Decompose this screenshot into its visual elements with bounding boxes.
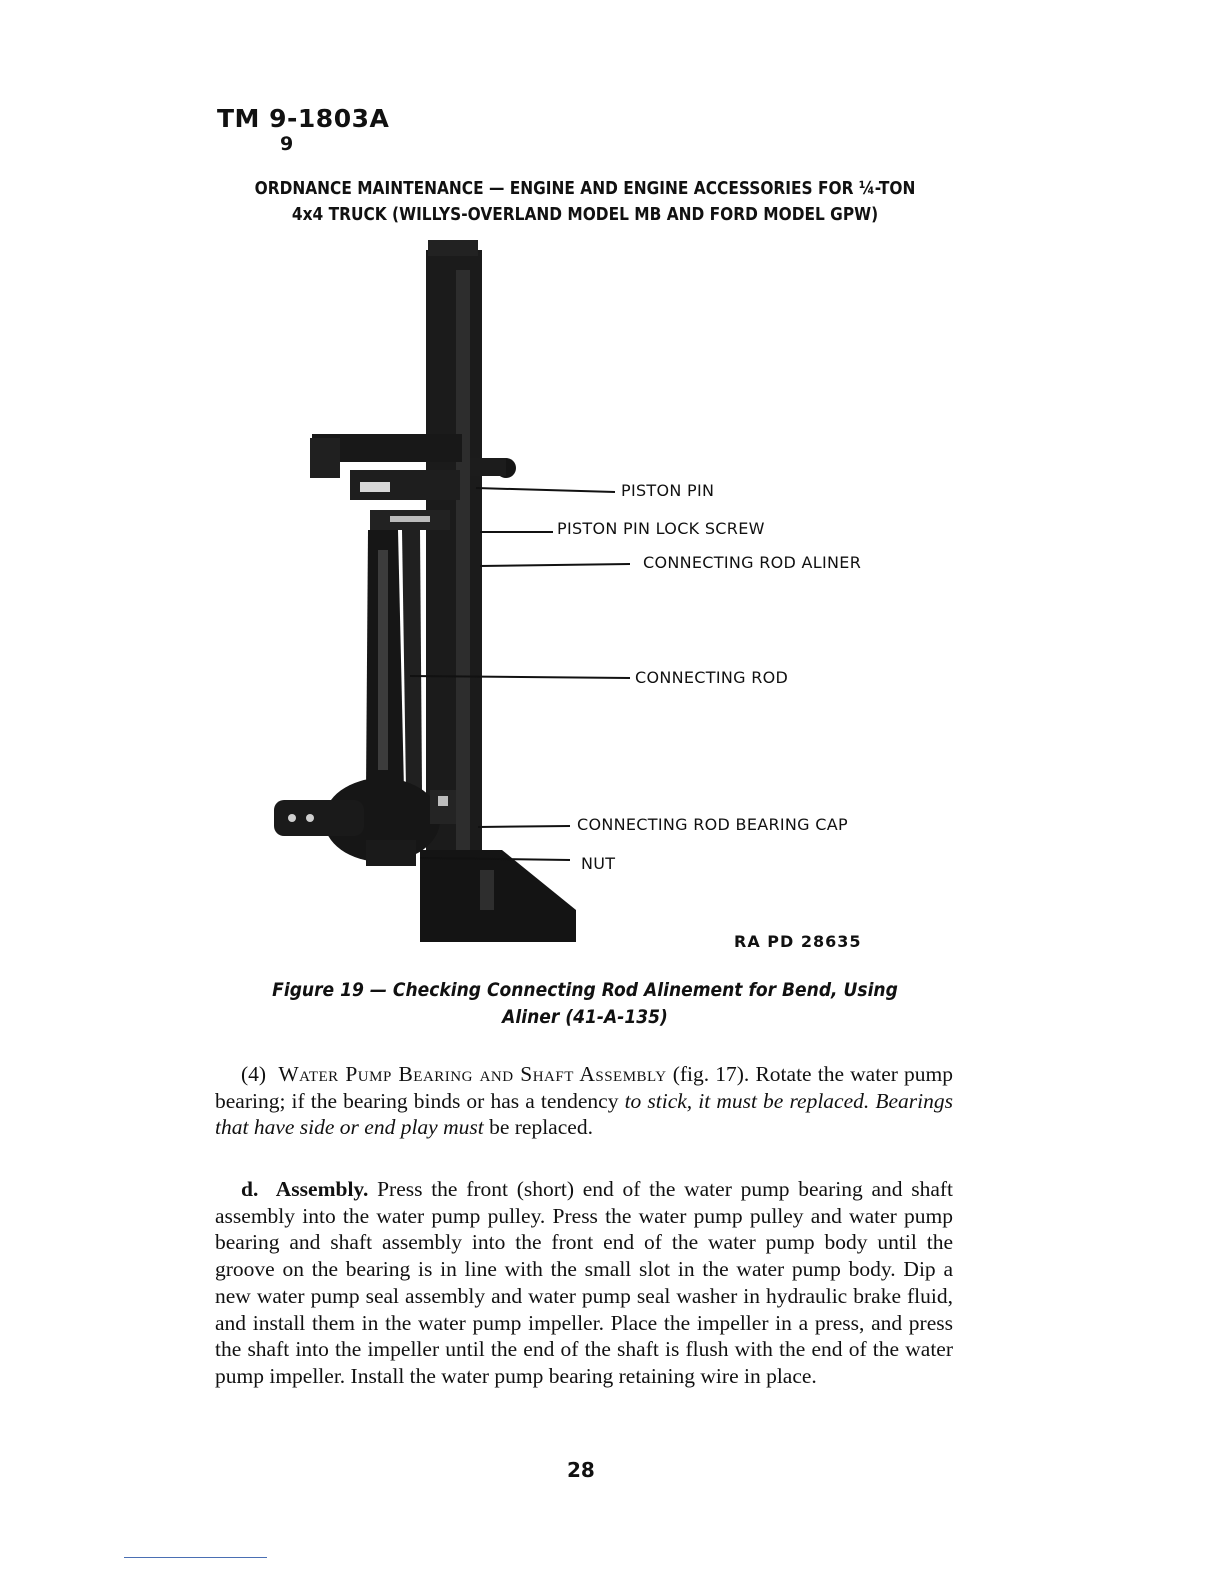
connecting-rod-aliner-photo — [270, 230, 630, 960]
label-bearing-cap: CONNECTING ROD BEARING CAP — [577, 815, 848, 834]
p1-text-c: be replaced. — [489, 1115, 593, 1140]
paragraph-number: 9 — [280, 133, 294, 155]
p1-heading: Water Pump Bearing and Shaft Assembly — [278, 1062, 667, 1086]
caption-line-1: Figure 19 — Checking Connecting Rod Alinement for Bend, Using — [272, 979, 898, 1001]
p2-heading: Assembly. — [275, 1177, 369, 1201]
label-piston-pin-lock-screw: PISTON PIN LOCK SCREW — [557, 519, 765, 538]
document-id: TM 9-1803A — [217, 104, 390, 133]
p2-text: Press the front (short) end of the water pump bearing and shaft assembly into the water pump pulley. Press the water pump pulley and water pump bearing and shaft assembly into the front end of the water pump body until the groove on the bearing is in line with the small slot in the water pump body. Dip a new water pump seal assembly and water pump seal washer in hydraulic brake fluid, and install them in the water pump impeller. Place the impeller in a press, and press the shaft into the impeller until the end of the shaft is flush with the end of the water pump impeller. Install the water pump bearing retaining wire in place. — [215, 1177, 954, 1388]
photo-reference: RA PD 28635 — [734, 932, 862, 951]
p1-text-a: Rotate the water pump bearing; if the bearing binds or has a tendency — [215, 1062, 954, 1113]
page-number: 28 — [567, 1458, 595, 1482]
header-title-line-2: 4x4 TRUCK (WILLYS-OVERLAND MODEL MB AND FORD MODEL GPW) — [291, 205, 879, 225]
p1-text-b: to stick, it must be replaced. Bearings that have side or end play must — [215, 1088, 953, 1140]
paragraph-water-pump-bearing — [215, 1061, 953, 1141]
header-title-line-1: ORDNANCE MAINTENANCE — ENGINE AND ENGINE ACCESSORIES FOR ¼-TON — [254, 179, 916, 199]
label-piston-pin: PISTON PIN — [621, 481, 715, 500]
caption-line-2: Aliner (41-A-135) — [502, 1006, 668, 1028]
footnote-rule — [124, 1557, 267, 1558]
paragraph-assembly — [215, 1176, 953, 1390]
aliner-base — [420, 850, 576, 942]
p2-letter: d. — [241, 1177, 259, 1201]
p1-figure-ref: (fig. 17). — [672, 1062, 750, 1086]
label-connecting-rod-aliner: CONNECTING ROD ALINER — [643, 553, 862, 572]
label-connecting-rod: CONNECTING ROD — [635, 668, 789, 687]
page-header — [229, 176, 942, 228]
p1-number: (4) — [241, 1062, 267, 1086]
figure-caption — [239, 977, 932, 1031]
label-nut: NUT — [581, 854, 616, 873]
